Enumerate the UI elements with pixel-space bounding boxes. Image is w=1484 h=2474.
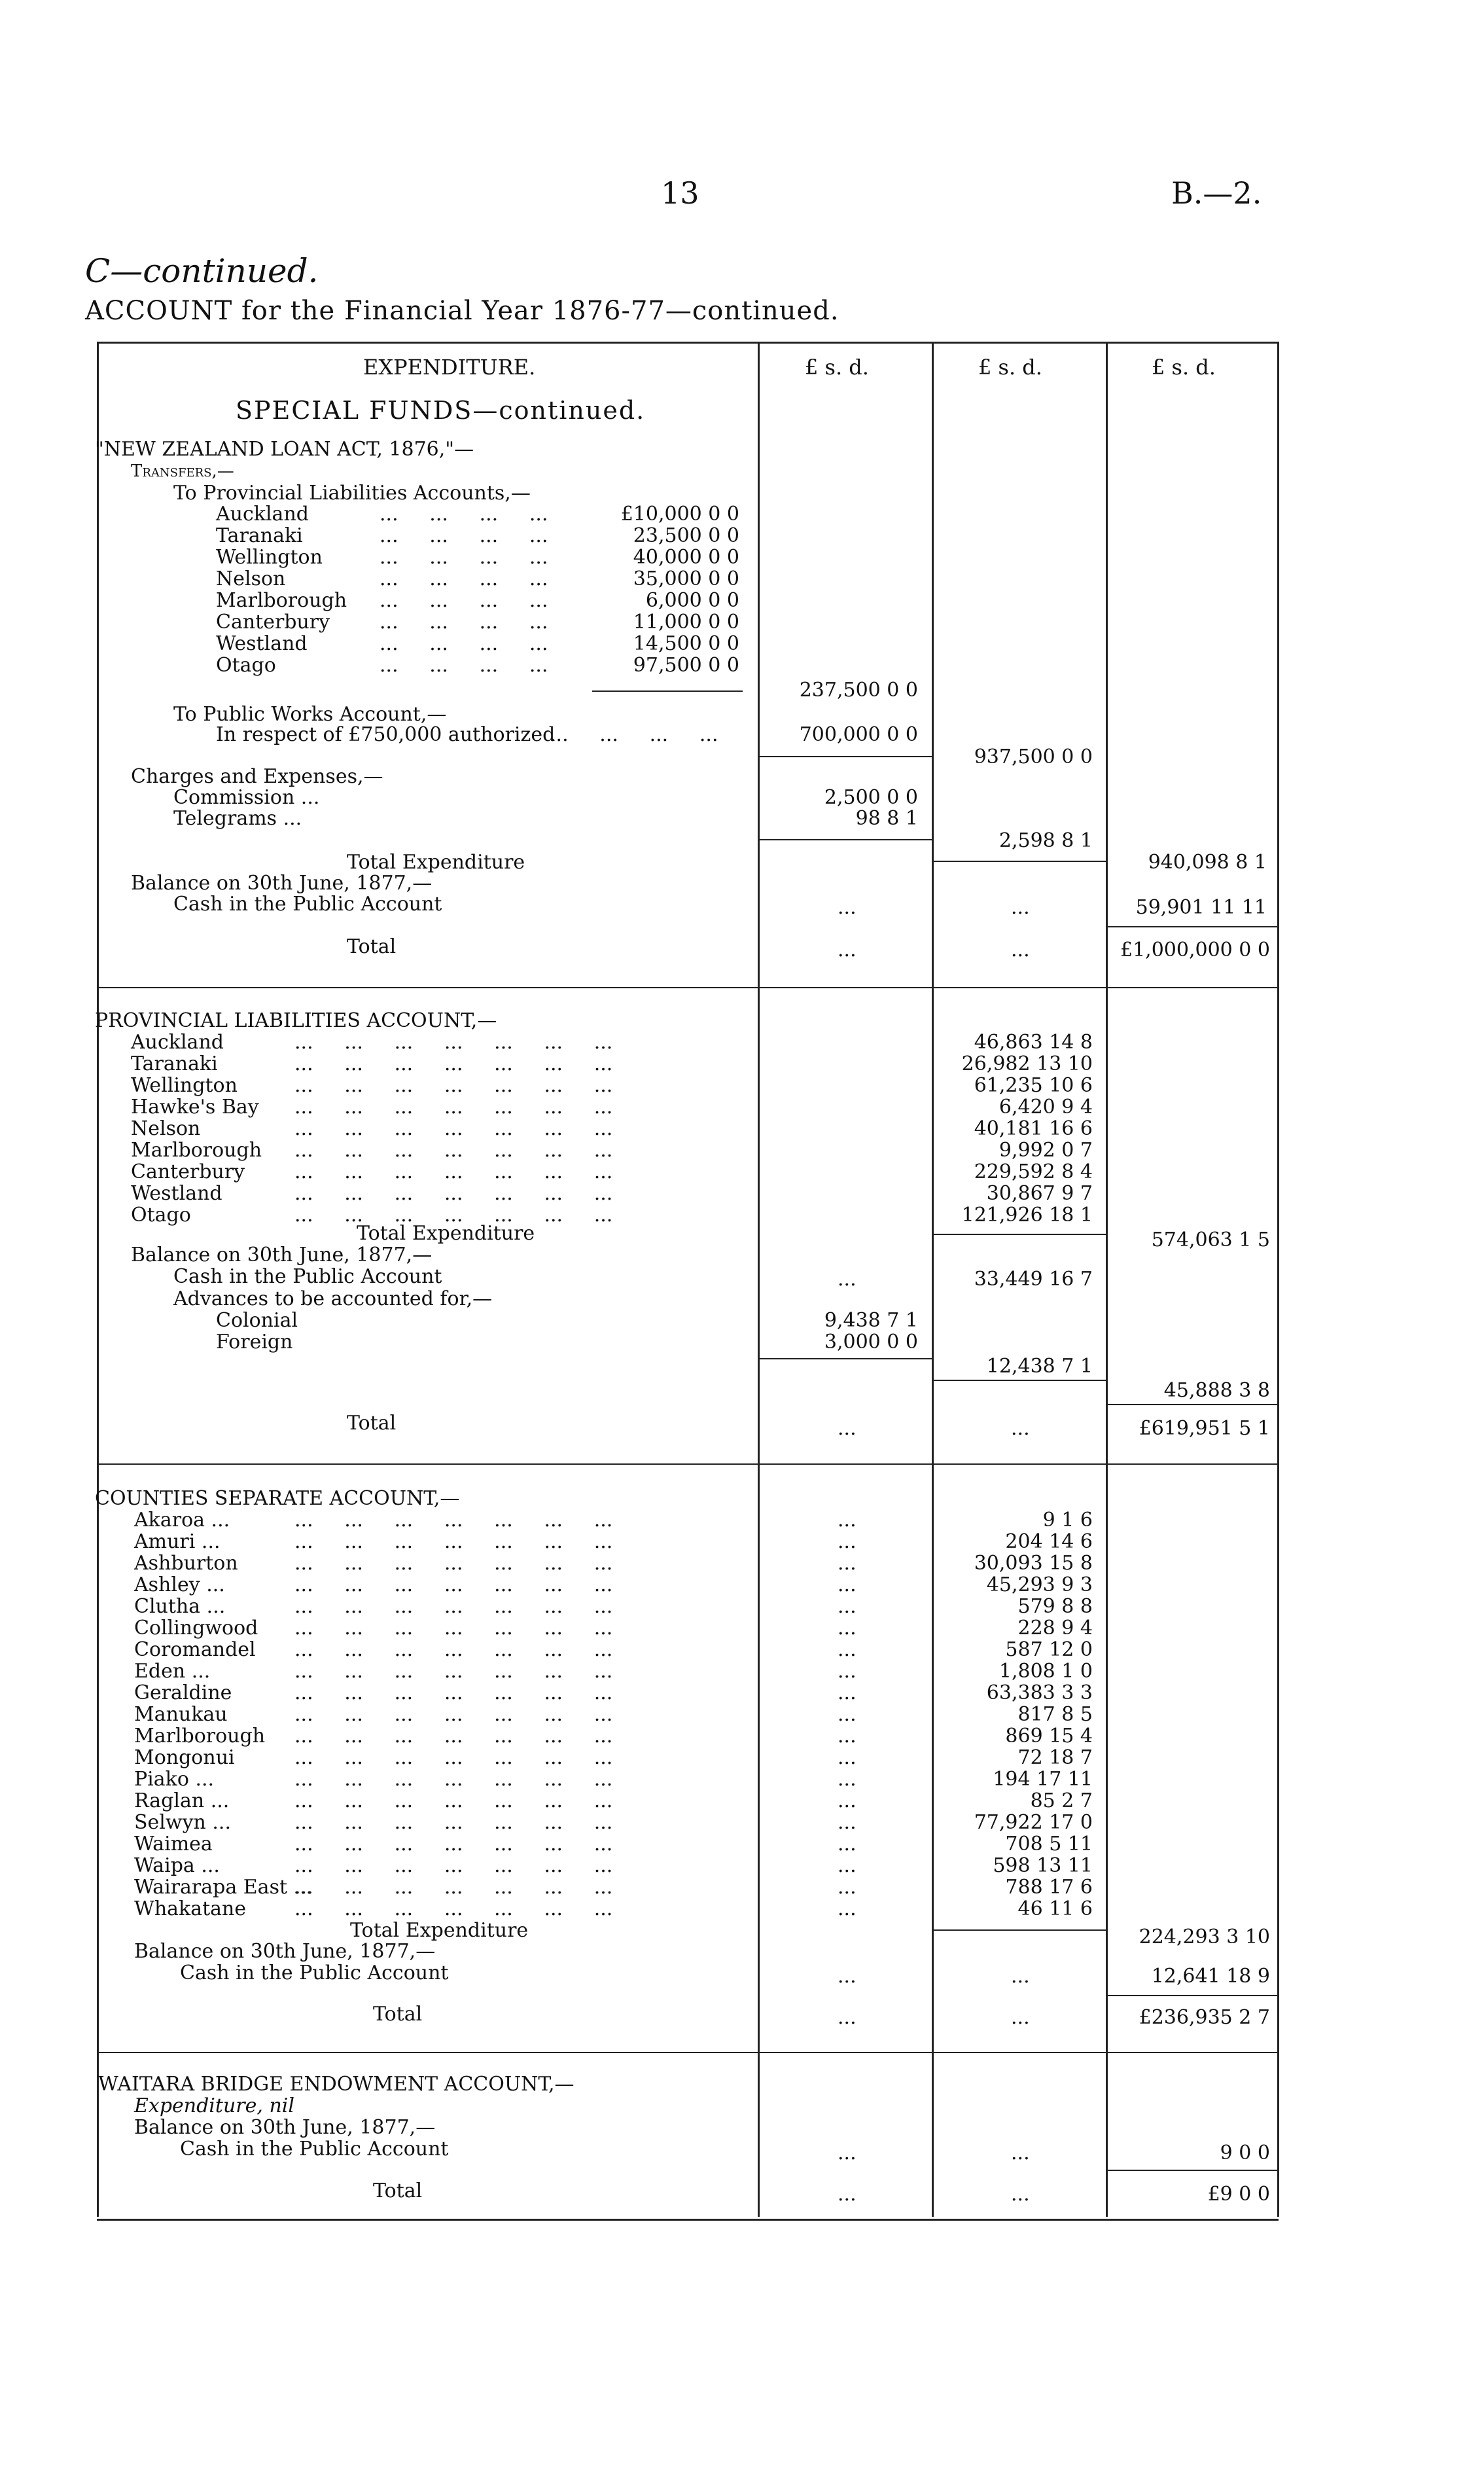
county-item-amount: 579 8 8 <box>1017 1595 1093 1618</box>
loan-item-amount: 40,000 0 0 <box>633 546 739 569</box>
loan-total-amount: £1,000,000 0 0 <box>1120 939 1270 961</box>
loan-item-name: Marlborough <box>216 589 347 612</box>
col1-ellipsis: ... <box>838 1725 857 1748</box>
dot-leader: ... ... ... ... ... ... ... <box>294 1096 613 1119</box>
col1-ellipsis: ... <box>838 1746 857 1769</box>
dot-leader: ... ... ... ... ... ... ... <box>294 1876 613 1899</box>
dot-leader: ... ... ... ... ... ... ... <box>294 1204 613 1227</box>
commission-amount: 2,500 0 0 <box>824 786 918 809</box>
prov-item-amount: 46,863 14 8 <box>974 1031 1093 1054</box>
col1-ellipsis: ... <box>838 2142 857 2164</box>
provincial-title: PROVINCIAL LIABILITIES ACCOUNT,— <box>95 1009 497 1032</box>
col1-ellipsis: ... <box>838 1789 857 1812</box>
county-item-amount: 9 1 6 <box>1042 1509 1093 1532</box>
waitara-expenditure: Expenditure, nil <box>134 2094 294 2117</box>
col2-ellipsis: ... <box>1011 2142 1030 2164</box>
county-item-amount: 46 11 6 <box>1017 1897 1093 1920</box>
dot-leader: ... ... ... ... <box>380 567 548 590</box>
col1-ellipsis: ... <box>838 1897 857 1920</box>
col1-ellipsis: ... <box>838 2183 857 2206</box>
county-item-amount: 72 18 7 <box>1017 1746 1093 1769</box>
foreign-label: Foreign <box>216 1331 293 1354</box>
county-item-name: Mongonui <box>134 1746 235 1769</box>
dot-leader: ... ... ... ... ... ... ... <box>294 1160 613 1183</box>
prov-cash-label: Cash in the Public Account <box>173 1265 442 1288</box>
county-item-name: Waimea <box>134 1833 213 1856</box>
col1-ellipsis: ... <box>838 1617 857 1640</box>
dot-leader: ... ... ... ... <box>380 524 548 547</box>
loan-total-label: Total <box>347 935 397 958</box>
prov-total-amount: £619,951 5 1 <box>1139 1417 1270 1440</box>
counties-balance-label: Balance on 30th June, 1877,— <box>134 1940 436 1963</box>
dot-leader: ... ... ... ... <box>380 654 548 677</box>
dot-leader: ... ... ... ... ... ... ... <box>294 1573 613 1596</box>
dot-leader: ... ... ... ... <box>550 723 718 746</box>
loan-cash-amount: 59,901 11 11 <box>1135 896 1267 919</box>
to-provincial-label: To Provincial Liabilities Accounts,— <box>173 482 531 505</box>
prov-total-expenditure-amount: 574,063 1 5 <box>1151 1228 1270 1251</box>
expenditure-header: EXPENDITURE. <box>363 355 536 380</box>
dot-leader: ... ... ... ... ... ... ... <box>294 1660 613 1683</box>
col2-ellipsis: ... <box>1011 939 1030 961</box>
county-item-name: Collingwood <box>134 1617 258 1640</box>
colonial-amount: 9,438 7 1 <box>824 1309 918 1332</box>
dot-leader: ... ... ... ... ... ... ... <box>294 1117 613 1140</box>
prov-item-name: Taranaki <box>131 1052 218 1075</box>
prov-item-amount: 121,926 18 1 <box>961 1204 1093 1227</box>
dot-leader: ... ... ... ... ... ... ... <box>294 1182 613 1205</box>
county-item-name: Geraldine <box>134 1681 232 1704</box>
loan-item-name: Nelson <box>216 567 286 590</box>
col1-ellipsis: ... <box>838 1638 857 1661</box>
dot-leader: ... ... ... ... ... ... ... <box>294 1052 613 1075</box>
county-item-amount: 587 12 0 <box>1005 1638 1093 1661</box>
col1-ellipsis: ... <box>838 1573 857 1596</box>
county-item-name: Waipa ... <box>134 1854 220 1877</box>
dot-leader: ... ... ... ... ... ... ... <box>294 1638 613 1661</box>
prov-item-name: Otago <box>131 1204 191 1227</box>
waitara-cash-label: Cash in the Public Account <box>180 2138 449 2160</box>
prov-item-amount: 9,992 0 7 <box>998 1139 1093 1162</box>
prov-item-name: Marlborough <box>131 1139 262 1162</box>
counties-total-expenditure-amount: 224,293 3 10 <box>1139 1926 1270 1948</box>
continued-heading: C—continued. <box>85 252 319 290</box>
county-item-name: Ashburton <box>134 1552 238 1575</box>
colonial-label: Colonial <box>216 1309 298 1332</box>
county-item-name: Wairarapa East ... <box>134 1876 313 1899</box>
dot-leader: ... ... ... ... ... ... ... <box>294 1789 613 1812</box>
col2-ellipsis: ... <box>1011 2006 1030 2029</box>
county-item-amount: 788 17 6 <box>1005 1876 1093 1899</box>
prov-item-name: Wellington <box>131 1074 238 1097</box>
dot-leader: ... ... ... ... ... ... ... <box>294 1746 613 1769</box>
loan-item-amount: 14,500 0 0 <box>633 632 739 655</box>
waitara-title: WAITARA BRIDGE ENDOWMENT ACCOUNT,— <box>98 2073 574 2096</box>
col2-ellipsis: ... <box>1011 896 1030 919</box>
col1-ellipsis: ... <box>838 1876 857 1899</box>
prov-item-name: Canterbury <box>131 1160 245 1183</box>
dot-leader: ... ... ... ... ... ... ... <box>294 1617 613 1640</box>
prov-balance-label: Balance on 30th June, 1877,— <box>131 1244 433 1266</box>
counties-cash-label: Cash in the Public Account <box>180 1962 449 1984</box>
col1-ellipsis: ... <box>838 1703 857 1726</box>
col2-ellipsis: ... <box>1011 2183 1030 2206</box>
dot-leader: ... ... ... ... ... ... ... <box>294 1074 613 1097</box>
loan-item-name: Canterbury <box>216 611 330 634</box>
loan-item-amount: 97,500 0 0 <box>633 654 739 677</box>
county-item-amount: 228 9 4 <box>1017 1617 1093 1640</box>
county-item-amount: 204 14 6 <box>1005 1530 1093 1553</box>
page-number: 13 <box>661 175 699 211</box>
dot-leader: ... ... ... ... ... ... ... <box>294 1833 613 1856</box>
counties-total-expenditure-label: Total Expenditure <box>350 1919 529 1942</box>
document-reference: B.—2. <box>1171 175 1262 211</box>
foreign-amount: 3,000 0 0 <box>824 1331 918 1354</box>
county-item-amount: 598 13 11 <box>993 1854 1093 1877</box>
loan-total-expenditure-label: Total Expenditure <box>347 851 525 874</box>
dot-leader: ... ... ... ... <box>380 503 548 526</box>
loan-total-expenditure-amount: 940,098 8 1 <box>1148 851 1267 874</box>
charges-label: Charges and Expenses,— <box>131 765 383 788</box>
prov-item-amount: 229,592 8 4 <box>974 1160 1093 1183</box>
dot-leader: ... ... ... ... ... ... ... <box>294 1031 613 1054</box>
loan-item-amount: 35,000 0 0 <box>633 567 739 590</box>
county-item-name: Amuri ... <box>134 1530 221 1553</box>
loan-subtotal-1: 237,500 0 0 <box>799 679 918 702</box>
account-title: ACCOUNT for the Financial Year 1876-77—continued. <box>85 296 839 326</box>
county-item-amount: 869 15 4 <box>1005 1725 1093 1748</box>
prov-cash-amount: 33,449 16 7 <box>974 1268 1093 1291</box>
dot-leader: ... ... ... ... ... ... ... <box>294 1854 613 1877</box>
loan-item-name: Auckland <box>216 503 309 526</box>
col1-ellipsis: ... <box>838 1768 857 1791</box>
to-public-works-label: To Public Works Account,— <box>173 703 447 726</box>
county-item-name: Ashley ... <box>134 1573 225 1596</box>
prov-item-name: Auckland <box>131 1031 224 1054</box>
prov-item-name: Hawke's Bay <box>131 1096 259 1119</box>
county-item-amount: 194 17 11 <box>993 1768 1093 1791</box>
counties-title: COUNTIES SEPARATE ACCOUNT,— <box>95 1487 460 1510</box>
loan-cash-label: Cash in the Public Account <box>173 893 442 916</box>
county-item-name: Akaroa ... <box>134 1509 230 1532</box>
col1-ellipsis: ... <box>838 1268 857 1291</box>
public-works-amount: 700,000 0 0 <box>799 723 918 746</box>
col1-header: £ s. d. <box>805 355 869 380</box>
col1-ellipsis: ... <box>838 2006 857 2029</box>
dot-leader: ... ... ... ... ... ... ... <box>294 1595 613 1618</box>
waitara-total-amount: £9 0 0 <box>1207 2183 1270 2206</box>
dot-leader: ... ... ... ... ... ... ... <box>294 1509 613 1532</box>
prov-total-label: Total <box>347 1412 397 1435</box>
dot-leader: ... ... ... ... ... ... ... <box>294 1897 613 1920</box>
counties-total-amount: £236,935 2 7 <box>1139 2006 1270 2029</box>
commission-label: Commission ... <box>173 786 320 809</box>
county-item-amount: 708 5 11 <box>1005 1833 1093 1856</box>
prov-item-amount: 40,181 16 6 <box>974 1117 1093 1140</box>
dot-leader: ... ... ... ... <box>380 546 548 569</box>
prov-item-amount: 26,982 13 10 <box>961 1052 1093 1075</box>
county-item-amount: 85 2 7 <box>1030 1789 1093 1812</box>
col1-ellipsis: ... <box>838 939 857 961</box>
county-item-name: Marlborough <box>134 1725 266 1748</box>
loan-item-name: Taranaki <box>216 524 303 547</box>
waitara-cash-amount: 9 0 0 <box>1220 2142 1270 2164</box>
loan-act-title: "NEW ZEALAND LOAN ACT, 1876,"— <box>95 438 474 461</box>
col1-ellipsis: ... <box>838 1530 857 1553</box>
special-funds-heading: SPECIAL FUNDS—continued. <box>236 396 646 425</box>
prov-item-name: Nelson <box>131 1117 201 1140</box>
dot-leader: ... ... ... ... ... ... ... <box>294 1530 613 1553</box>
dot-leader: ... ... ... ... ... ... ... <box>294 1811 613 1834</box>
telegrams-amount: 98 8 1 <box>855 807 918 830</box>
prov-item-amount: 30,867 9 7 <box>986 1182 1093 1205</box>
dot-leader: ... ... ... ... ... ... ... <box>294 1552 613 1575</box>
dot-leader: ... ... ... ... <box>380 611 548 634</box>
col1-ellipsis: ... <box>838 1965 857 1988</box>
col1-ellipsis: ... <box>838 1681 857 1704</box>
dot-leader: ... ... ... ... ... ... ... <box>294 1681 613 1704</box>
loan-item-amount: £10,000 0 0 <box>620 503 739 526</box>
county-item-amount: 1,808 1 0 <box>998 1660 1093 1683</box>
loan-balance-label: Balance on 30th June, 1877,— <box>131 872 433 895</box>
prov-item-amount: 6,420 9 4 <box>998 1096 1093 1119</box>
loan-item-name: Wellington <box>216 546 323 569</box>
county-item-amount: 63,383 3 3 <box>986 1681 1093 1704</box>
col2-header: £ s. d. <box>978 355 1042 380</box>
county-item-name: Clutha ... <box>134 1595 226 1618</box>
dot-leader: ... ... ... ... ... ... ... <box>294 1725 613 1748</box>
col1-ellipsis: ... <box>838 1552 857 1575</box>
dot-leader: ... ... ... ... ... ... ... <box>294 1139 613 1162</box>
col1-ellipsis: ... <box>838 896 857 919</box>
county-item-name: Selwyn ... <box>134 1811 231 1834</box>
waitara-total-label: Total <box>373 2179 423 2202</box>
col1-ellipsis: ... <box>838 1509 857 1532</box>
dot-leader: ... ... ... ... <box>380 632 548 655</box>
loan-item-amount: 23,500 0 0 <box>633 524 739 547</box>
advances-subtotal: 12,438 7 1 <box>986 1355 1093 1378</box>
county-item-amount: 30,093 15 8 <box>974 1552 1093 1575</box>
county-item-name: Coromandel <box>134 1638 256 1661</box>
col3-header: £ s. d. <box>1152 355 1216 380</box>
prov-total-expenditure-label: Total Expenditure <box>357 1222 535 1245</box>
col1-ellipsis: ... <box>838 1417 857 1440</box>
county-item-amount: 45,293 9 3 <box>986 1573 1093 1596</box>
dot-leader: ... ... ... ... ... ... ... <box>294 1703 613 1726</box>
county-item-name: Eden ... <box>134 1660 211 1683</box>
col2-ellipsis: ... <box>1011 1417 1030 1440</box>
loan-item-name: Westland <box>216 632 308 655</box>
counties-cash-amount: 12,641 18 9 <box>1151 1965 1270 1988</box>
county-item-name: Manukau <box>134 1703 228 1726</box>
in-respect-label: In respect of £750,000 authorized <box>216 723 556 746</box>
dot-leader: ... ... ... ... <box>380 589 548 612</box>
loan-item-amount: 6,000 0 0 <box>645 589 739 612</box>
transfers-label: Transfers,— <box>131 461 234 481</box>
prov-item-amount: 61,235 10 6 <box>974 1074 1093 1097</box>
county-item-name: Whakatane <box>134 1897 247 1920</box>
loan-item-name: Otago <box>216 654 276 677</box>
county-item-amount: 77,922 17 0 <box>974 1811 1093 1834</box>
col1-ellipsis: ... <box>838 1833 857 1856</box>
prov-balance-total: 45,888 3 8 <box>1163 1379 1270 1402</box>
col1-ellipsis: ... <box>838 1854 857 1877</box>
counties-total-label: Total <box>373 2003 423 2026</box>
telegrams-label: Telegrams ... <box>173 807 302 830</box>
col1-ellipsis: ... <box>838 1660 857 1683</box>
col2-ellipsis: ... <box>1011 1965 1030 1988</box>
county-item-name: Raglan ... <box>134 1789 230 1812</box>
advances-label: Advances to be accounted for,— <box>173 1287 493 1310</box>
prov-item-name: Westland <box>131 1182 222 1205</box>
col1-ellipsis: ... <box>838 1811 857 1834</box>
county-item-name: Piako ... <box>134 1768 215 1791</box>
col1-ellipsis: ... <box>838 1595 857 1618</box>
county-item-amount: 817 8 5 <box>1017 1703 1093 1726</box>
loan-subtotal-3: 2,598 8 1 <box>998 829 1093 852</box>
dot-leader: ... ... ... ... ... ... ... <box>294 1768 613 1791</box>
loan-subtotal-2: 937,500 0 0 <box>974 745 1093 768</box>
waitara-balance-label: Balance on 30th June, 1877,— <box>134 2116 436 2139</box>
loan-item-amount: 11,000 0 0 <box>633 611 739 634</box>
